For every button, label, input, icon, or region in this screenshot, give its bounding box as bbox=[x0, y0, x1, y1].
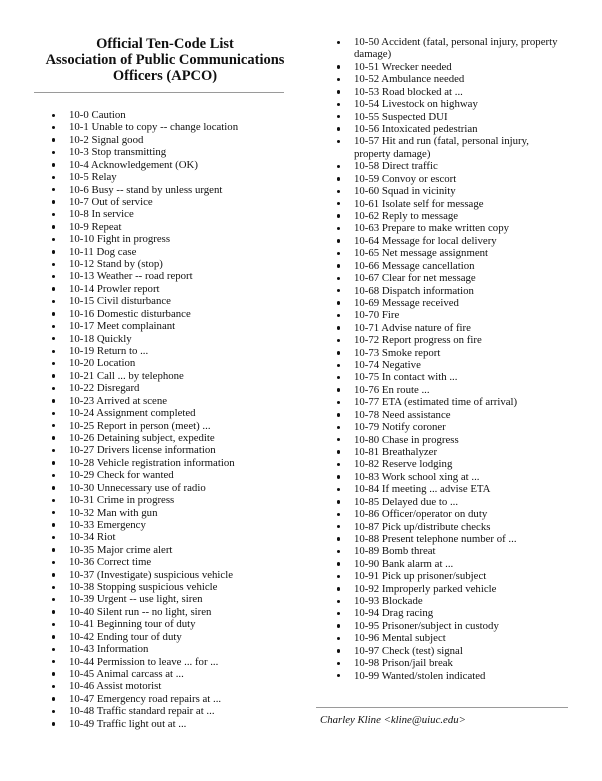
code-list-item: 10-37 (Investigate) suspicious vehicle bbox=[35, 569, 295, 581]
code-list-item: 10-90 Bank alarm at ... bbox=[320, 558, 590, 570]
code-list-item: 10-10 Fight in progress bbox=[35, 233, 295, 245]
code-list-item: 10-80 Chase in progress bbox=[320, 434, 590, 446]
code-list-item: 10-11 Dog case bbox=[35, 246, 295, 258]
code-list-item: 10-20 Location bbox=[35, 357, 295, 369]
code-list-item: 10-64 Message for local delivery bbox=[320, 235, 590, 247]
codes-list-left bbox=[35, 109, 295, 730]
code-list-item: 10-82 Reserve lodging bbox=[320, 458, 590, 470]
code-list-item: 10-33 Emergency bbox=[35, 519, 295, 531]
code-list-item: 10-52 Ambulance needed bbox=[320, 73, 590, 85]
code-list-item: 10-12 Stand by (stop) bbox=[35, 258, 295, 270]
code-list-item: 10-69 Message received bbox=[320, 297, 590, 309]
title-line-2: Association of Public Communications bbox=[45, 52, 285, 68]
code-list-item: 10-23 Arrived at scene bbox=[35, 395, 295, 407]
code-list-item: 10-8 In service bbox=[35, 208, 295, 220]
code-list-item: 10-85 Delayed due to ... bbox=[320, 496, 590, 508]
code-list-item: 10-28 Vehicle registration information bbox=[35, 457, 295, 469]
code-list-item: 10-41 Beginning tour of duty bbox=[35, 618, 295, 630]
code-list-item: 10-99 Wanted/stolen indicated bbox=[320, 670, 590, 682]
code-list-item: 10-4 Acknowledgement (OK) bbox=[35, 159, 295, 171]
code-list-item: 10-29 Check for wanted bbox=[35, 469, 295, 481]
code-list-item: 10-31 Crime in progress bbox=[35, 494, 295, 506]
code-list-item: 10-54 Livestock on highway bbox=[320, 98, 590, 110]
code-list-item: 10-55 Suspected DUI bbox=[320, 111, 590, 123]
code-list-item: 10-1 Unable to copy -- change location bbox=[35, 121, 295, 133]
code-list-item: 10-72 Report progress on fire bbox=[320, 334, 590, 346]
code-list-item: 10-30 Unnecessary use of radio bbox=[35, 482, 295, 494]
code-list-item: 10-76 En route ... bbox=[320, 384, 590, 396]
code-list-item: 10-95 Prisoner/subject in custody bbox=[320, 620, 590, 632]
code-list-item: 10-46 Assist motorist bbox=[35, 680, 295, 692]
code-list-item: 10-53 Road blocked at ... bbox=[320, 86, 590, 98]
code-list-item: 10-18 Quickly bbox=[35, 333, 295, 345]
title-line-1: Official Ten-Code List bbox=[96, 36, 234, 52]
code-list-item: 10-7 Out of service bbox=[35, 196, 295, 208]
code-list-item: 10-42 Ending tour of duty bbox=[35, 631, 295, 643]
code-list-item: 10-66 Message cancellation bbox=[320, 260, 590, 272]
code-list-item: 10-17 Meet complainant bbox=[35, 320, 295, 332]
code-list-item: 10-16 Domestic disturbance bbox=[35, 308, 295, 320]
code-list-item: 10-75 In contact with ... bbox=[320, 371, 590, 383]
code-list-item: 10-97 Check (test) signal bbox=[320, 645, 590, 657]
code-list-item: 10-5 Relay bbox=[35, 171, 295, 183]
code-list-item: 10-70 Fire bbox=[320, 309, 590, 321]
code-list-item: 10-65 Net message assignment bbox=[320, 247, 590, 259]
code-list-item: 10-32 Man with gun bbox=[35, 507, 295, 519]
codes-list-right bbox=[320, 36, 590, 682]
code-list-item: 10-49 Traffic light out at ... bbox=[35, 718, 295, 730]
code-list-item: 10-6 Busy -- stand by unless urgent bbox=[35, 184, 295, 196]
document-header bbox=[40, 36, 290, 84]
title-line-3: Officers (APCO) bbox=[112, 68, 218, 84]
code-list-item: 10-15 Civil disturbance bbox=[35, 295, 295, 307]
code-list-item: 10-36 Correct time bbox=[35, 556, 295, 568]
code-list-item: 10-3 Stop transmitting bbox=[35, 146, 295, 158]
code-list-item: 10-2 Signal good bbox=[35, 134, 295, 146]
code-list-item: 10-79 Notify coroner bbox=[320, 421, 590, 433]
code-list-item: 10-45 Animal carcass at ... bbox=[35, 668, 295, 680]
code-list-item: 10-62 Reply to message bbox=[320, 210, 590, 222]
code-list-item: 10-40 Silent run -- no light, siren bbox=[35, 606, 295, 618]
code-list-item: 10-59 Convoy or escort bbox=[320, 173, 590, 185]
code-list-item: 10-13 Weather -- road report bbox=[35, 270, 295, 282]
code-list-item: 10-83 Work school xing at ... bbox=[320, 471, 590, 483]
author-credit: Charley Kline <kline@uiuc.edu> bbox=[320, 714, 466, 726]
code-list-item: 10-92 Improperly parked vehicle bbox=[320, 583, 590, 595]
code-list-item: 10-71 Advise nature of fire bbox=[320, 322, 590, 334]
code-list-item: 10-47 Emergency road repairs at ... bbox=[35, 693, 295, 705]
code-list-item: 10-39 Urgent -- use light, siren bbox=[35, 593, 295, 605]
code-list-item: 10-88 Present telephone number of ... bbox=[320, 533, 590, 545]
code-list-item: 10-60 Squad in vicinity bbox=[320, 185, 590, 197]
code-list-item: 10-87 Pick up/distribute checks bbox=[320, 521, 590, 533]
code-list-item: 10-67 Clear for net message bbox=[320, 272, 590, 284]
code-list-item: 10-27 Drivers license information bbox=[35, 444, 295, 456]
code-list-item: 10-61 Isolate self for message bbox=[320, 198, 590, 210]
code-list-item: 10-89 Bomb threat bbox=[320, 545, 590, 557]
code-list-item: 10-25 Report in person (meet) ... bbox=[35, 420, 295, 432]
code-list-item: 10-98 Prison/jail break bbox=[320, 657, 590, 669]
code-list-item: 10-94 Drag racing bbox=[320, 607, 590, 619]
code-list-item: 10-34 Riot bbox=[35, 531, 295, 543]
code-list-item: 10-0 Caution bbox=[35, 109, 295, 121]
code-list-item: 10-84 If meeting ... advise ETA bbox=[320, 483, 590, 495]
code-list-item: 10-21 Call ... by telephone bbox=[35, 370, 295, 382]
code-list-item: 10-50 Accident (fatal, personal injury, property damage) bbox=[320, 36, 559, 61]
code-list-item: 10-14 Prowler report bbox=[35, 283, 295, 295]
code-list-item: 10-57 Hit and run (fatal, personal injury, property damage) bbox=[320, 135, 559, 160]
code-list-item: 10-63 Prepare to make written copy bbox=[320, 222, 590, 234]
code-list-item: 10-35 Major crime alert bbox=[35, 544, 295, 556]
code-list-item: 10-58 Direct traffic bbox=[320, 160, 590, 172]
code-list-item: 10-74 Negative bbox=[320, 359, 590, 371]
code-list-item: 10-81 Breathalyzer bbox=[320, 446, 590, 458]
code-list-item: 10-38 Stopping suspicious vehicle bbox=[35, 581, 295, 593]
code-list-item: 10-26 Detaining subject, expedite bbox=[35, 432, 295, 444]
code-list-item: 10-48 Traffic standard repair at ... bbox=[35, 705, 295, 717]
code-list-item: 10-73 Smoke report bbox=[320, 347, 590, 359]
code-list-item: 10-51 Wrecker needed bbox=[320, 61, 590, 73]
code-list-item: 10-43 Information bbox=[35, 643, 295, 655]
code-list-item: 10-78 Need assistance bbox=[320, 409, 590, 421]
code-list-item: 10-96 Mental subject bbox=[320, 632, 590, 644]
code-list-item: 10-19 Return to ... bbox=[35, 345, 295, 357]
code-list-item: 10-44 Permission to leave ... for ... bbox=[35, 656, 295, 668]
code-list-item: 10-24 Assignment completed bbox=[35, 407, 295, 419]
code-list-item: 10-93 Blockade bbox=[320, 595, 590, 607]
code-list-item: 10-91 Pick up prisoner/subject bbox=[320, 570, 590, 582]
code-list-item: 10-22 Disregard bbox=[35, 382, 295, 394]
code-list-item: 10-9 Repeat bbox=[35, 221, 295, 233]
footer-divider bbox=[316, 707, 568, 708]
header-divider bbox=[34, 92, 284, 93]
code-list-item: 10-56 Intoxicated pedestrian bbox=[320, 123, 590, 135]
code-list-item: 10-68 Dispatch information bbox=[320, 285, 590, 297]
code-list-item: 10-86 Officer/operator on duty bbox=[320, 508, 590, 520]
code-list-item: 10-77 ETA (estimated time of arrival) bbox=[320, 396, 590, 408]
